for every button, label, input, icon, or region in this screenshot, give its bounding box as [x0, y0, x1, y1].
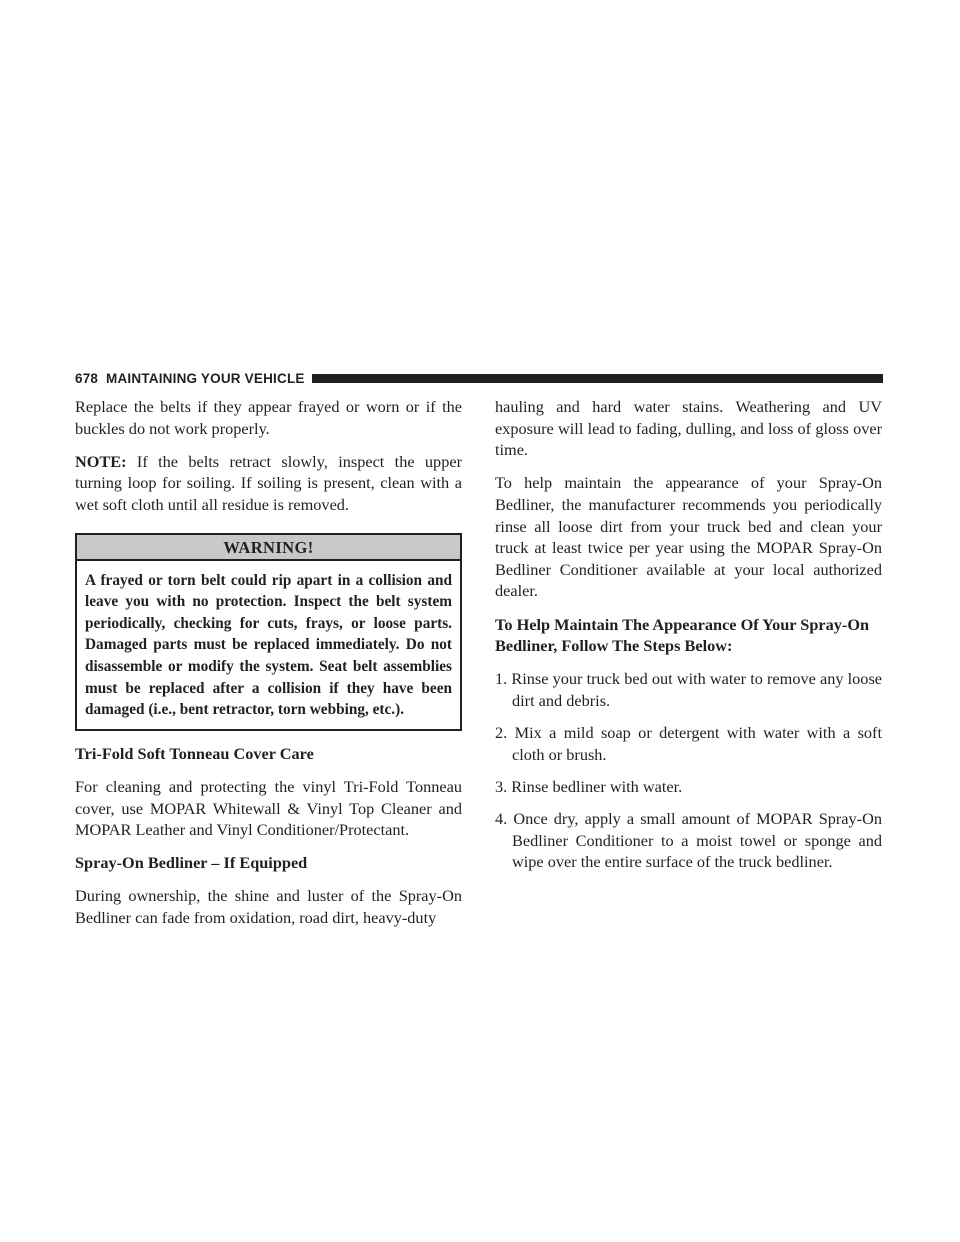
left-column	[75, 396, 462, 940]
list-item	[495, 668, 882, 711]
step-number: 3.	[495, 776, 508, 796]
belt-replace-paragraph: Replace the belts if they appear frayed or worn or if the buckles do not work properly.	[75, 397, 462, 438]
step-text: Once dry, apply a small amount of MOPAR Spray-On Bedliner Conditioner to a moist towel or sponge and wipe over the entire surface of the truck bedliner.	[512, 809, 882, 872]
step-text: Mix a mild soap or detergent with water with a soft cloth or brush.	[512, 723, 882, 764]
note-text: If the belts retract slowly, inspect the upper turning loop for soiling. If soiling is present, clean with a wet soft cloth until all residue is removed.	[75, 451, 462, 514]
bedliner-paragraph-continued: hauling and hard water stains. Weathering and UV exposure will lead to fading, dulling, and loss of gloss over time.	[495, 397, 882, 460]
section-title: MAINTAINING YOUR VEHICLE	[106, 370, 305, 386]
list-item	[495, 722, 882, 765]
step-number: 2.	[495, 723, 508, 743]
page-header-label	[75, 371, 305, 386]
list-item	[495, 776, 882, 798]
tonneau-paragraph: For cleaning and protecting the vinyl Tri-Fold Tonneau cover, use MOPAR Whitewall & Vinyl Top Cleaner and MOPAR Leather and Vinyl Conditioner/Protectant.	[75, 776, 462, 840]
note-label: NOTE:	[75, 451, 127, 471]
bedliner-paragraph-start: During ownership, the shine and luster of the Spray-On Bedliner can fade from oxidation, road dirt, heavy-duty	[75, 886, 462, 928]
note-paragraph	[75, 451, 462, 516]
warning-text: A frayed or torn belt could rip apart in a collision and leave you with no protection. Inspect the belt system periodically, checking for cuts, frays, or loose parts. Damaged parts must be replaced immediately. Do not disassemble or modify the system. Seat belt assemblies must be replaced after a collision if they have been damaged (i.e., bent retractor, torn webbing, etc.).	[85, 571, 452, 719]
step-number: 4.	[495, 809, 508, 829]
right-column	[495, 396, 882, 883]
page-header	[75, 369, 883, 387]
steps-heading: To Help Maintain The Appearance Of Your Spray-On Bedliner, Follow The Steps Below:	[495, 614, 870, 656]
tonneau-heading: Tri-Fold Soft Tonneau Cover Care	[75, 743, 314, 763]
header-rule	[312, 374, 883, 383]
steps-list	[495, 668, 882, 873]
step-text: Rinse your truck bed out with water to remove any loose dirt and debris.	[511, 669, 882, 710]
maintain-paragraph: To help maintain the appearance of your Spray-On Bedliner, the manufacturer recommends you periodically rinse all loose dirt from your truck bed and clean your truck at least twice per year using the MOPAR Spray-On Bedliner Conditioner available at your local authorized dealer.	[495, 473, 882, 601]
warning-title: WARNING!	[77, 535, 460, 561]
warning-box	[75, 533, 462, 731]
bedliner-heading: Spray-On Bedliner – If Equipped	[75, 853, 308, 873]
page-number: 678	[75, 370, 99, 386]
step-text: Rinse bedliner with water.	[511, 776, 683, 796]
step-number: 1.	[495, 669, 508, 689]
list-item	[495, 808, 882, 873]
